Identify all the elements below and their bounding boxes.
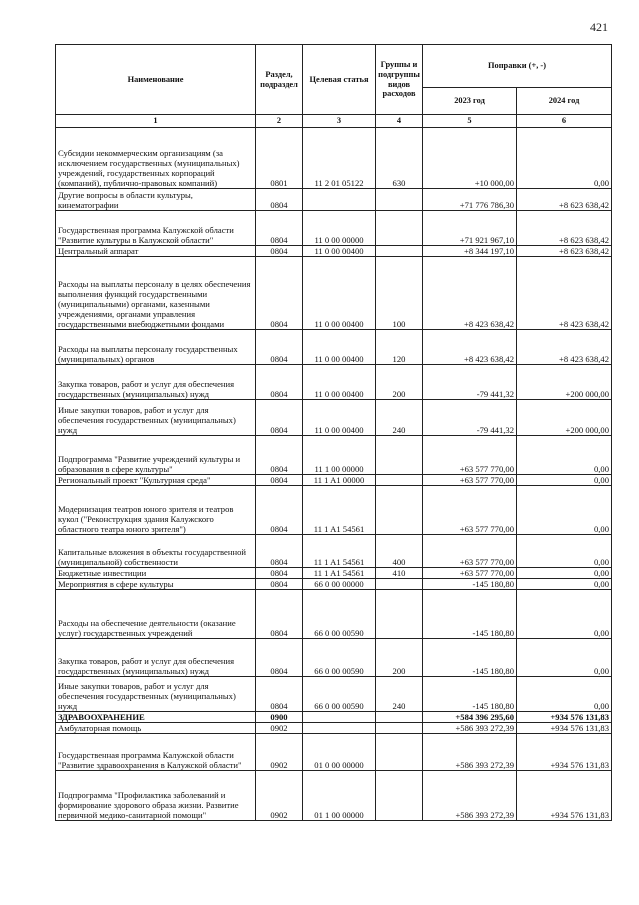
row-value-2024: +934 576 131,83 xyxy=(517,723,612,734)
table-row xyxy=(56,400,612,436)
row-group xyxy=(376,579,423,590)
row-target: 11 2 01 05122 xyxy=(303,128,376,189)
row-name: Иные закупки товаров, работ и услуг для обеспечения государственных (муниципальных) нужд xyxy=(56,677,256,712)
table-row xyxy=(56,734,612,771)
row-target: 11 0 00 00000 xyxy=(303,211,376,246)
row-value-2023: +63 577 770,00 xyxy=(423,535,517,568)
row-value-2023: +63 577 770,00 xyxy=(423,568,517,579)
row-name: Региональный проект "Культурная среда" xyxy=(56,475,256,486)
table-row xyxy=(56,436,612,475)
row-value-2023: +10 000,00 xyxy=(423,128,517,189)
header-groups: Группы и подгруппы видов расходов xyxy=(376,45,423,115)
row-group xyxy=(376,723,423,734)
row-target: 11 0 00 00400 xyxy=(303,365,376,400)
header-section: Раздел, подраздел xyxy=(256,45,303,115)
row-value-2023: +63 577 770,00 xyxy=(423,486,517,535)
row-value-2023: +8 344 197,10 xyxy=(423,246,517,257)
row-name: Бюджетные инвестиции xyxy=(56,568,256,579)
table-row xyxy=(56,568,612,579)
row-value-2023: +584 396 295,60 xyxy=(423,712,517,723)
row-name: Закупка товаров, работ и услуг для обеспечения государственных (муниципальных) нужд xyxy=(56,639,256,677)
row-group: 240 xyxy=(376,400,423,436)
row-name: Центральный аппарат xyxy=(56,246,256,257)
table-row xyxy=(56,486,612,535)
row-value-2024: +8 623 638,42 xyxy=(517,246,612,257)
row-name: ЗДРАВООХРАНЕНИЕ xyxy=(56,712,256,723)
row-value-2023: -79 441,32 xyxy=(423,365,517,400)
row-value-2024: 0,00 xyxy=(517,677,612,712)
row-value-2023: +8 423 638,42 xyxy=(423,257,517,330)
row-group xyxy=(376,246,423,257)
row-section: 0804 xyxy=(256,189,303,211)
row-value-2023: -145 180,80 xyxy=(423,579,517,590)
row-section: 0804 xyxy=(256,677,303,712)
row-section: 0900 xyxy=(256,712,303,723)
row-value-2024: +934 576 131,83 xyxy=(517,734,612,771)
page-number: 421 xyxy=(590,20,608,34)
row-group: 400 xyxy=(376,535,423,568)
table-row xyxy=(56,677,612,712)
row-value-2024: 0,00 xyxy=(517,475,612,486)
row-name: Амбулаторная помощь xyxy=(56,723,256,734)
row-section: 0804 xyxy=(256,365,303,400)
table-row xyxy=(56,257,612,330)
row-group xyxy=(376,486,423,535)
row-value-2024: 0,00 xyxy=(517,590,612,639)
table-row xyxy=(56,189,612,211)
table-row xyxy=(56,330,612,365)
row-section: 0804 xyxy=(256,436,303,475)
row-value-2023: +8 423 638,42 xyxy=(423,330,517,365)
row-group xyxy=(376,211,423,246)
row-section: 0804 xyxy=(256,211,303,246)
row-name: Подпрограмма "Профилактика заболеваний и формирование здорового образа жизни. Развитие первичной медико-санитарной помощи" xyxy=(56,771,256,821)
row-section: 0804 xyxy=(256,486,303,535)
table-row xyxy=(56,590,612,639)
budget-amendments-table xyxy=(55,44,612,821)
table-row xyxy=(56,365,612,400)
row-group: 410 xyxy=(376,568,423,579)
table-row xyxy=(56,535,612,568)
row-target xyxy=(303,189,376,211)
row-group xyxy=(376,189,423,211)
row-name: Подпрограмма "Развитие учреждений культуры и образования в сфере культуры" xyxy=(56,436,256,475)
row-value-2023: +71 776 786,30 xyxy=(423,189,517,211)
row-target: 11 0 00 00400 xyxy=(303,246,376,257)
row-group: 120 xyxy=(376,330,423,365)
header-target: Целевая статья xyxy=(303,45,376,115)
table-row xyxy=(56,723,612,734)
row-section: 0804 xyxy=(256,639,303,677)
row-group: 240 xyxy=(376,677,423,712)
row-target: 01 1 00 00000 xyxy=(303,771,376,821)
table-body xyxy=(56,128,612,821)
row-value-2024: 0,00 xyxy=(517,128,612,189)
row-group: 630 xyxy=(376,128,423,189)
row-name: Расходы на обеспечение деятельности (оказание услуг) государственных учреждений xyxy=(56,590,256,639)
row-name: Иные закупки товаров, работ и услуг для обеспечения государственных (муниципальных) нужд xyxy=(56,400,256,436)
row-group xyxy=(376,475,423,486)
row-name: Модернизация театров юного зрителя и театров кукол ("Реконструкция здания Калужского областного театра юного зрителя") xyxy=(56,486,256,535)
row-value-2023: +63 577 770,00 xyxy=(423,436,517,475)
row-target: 11 1 A1 54561 xyxy=(303,486,376,535)
row-value-2024: +934 576 131,83 xyxy=(517,771,612,821)
row-name: Мероприятия в сфере культуры xyxy=(56,579,256,590)
row-target: 11 0 00 00400 xyxy=(303,400,376,436)
row-target: 01 0 00 00000 xyxy=(303,734,376,771)
table-header xyxy=(56,45,612,128)
row-target: 66 0 00 00590 xyxy=(303,590,376,639)
header-year-2024: 2024 год xyxy=(517,88,612,115)
row-value-2024: 0,00 xyxy=(517,639,612,677)
row-name: Капитальные вложения в объекты государственной (муниципальной) собственности xyxy=(56,535,256,568)
row-section: 0804 xyxy=(256,579,303,590)
row-name: Другие вопросы в области культуры, кинематографии xyxy=(56,189,256,211)
row-target: 11 1 A1 00000 xyxy=(303,475,376,486)
column-number: 3 xyxy=(303,115,376,128)
column-numbers-row xyxy=(56,115,612,128)
table-row xyxy=(56,246,612,257)
row-section: 0801 xyxy=(256,128,303,189)
row-target: 11 1 A1 54561 xyxy=(303,535,376,568)
row-section: 0902 xyxy=(256,734,303,771)
row-group xyxy=(376,734,423,771)
row-section: 0902 xyxy=(256,723,303,734)
row-group xyxy=(376,712,423,723)
row-name: Субсидии некоммерческим организациям (за исключением государственных (муниципальных) учреждений, государственных корпораций (компаний), публично-правовых компаний) xyxy=(56,128,256,189)
row-section: 0804 xyxy=(256,535,303,568)
row-name: Расходы на выплаты персоналу в целях обеспечения выполнения функций государственными (муниципальными) органами, казенными учреждениями, органами управления государственными внебюджетными фондами xyxy=(56,257,256,330)
row-target xyxy=(303,723,376,734)
row-section: 0804 xyxy=(256,475,303,486)
row-value-2024: +934 576 131,83 xyxy=(517,712,612,723)
row-group: 200 xyxy=(376,365,423,400)
row-value-2024: +8 623 638,42 xyxy=(517,189,612,211)
table-row xyxy=(56,475,612,486)
row-target: 66 0 00 00590 xyxy=(303,639,376,677)
table-row xyxy=(56,579,612,590)
table-row xyxy=(56,128,612,189)
column-number: 6 xyxy=(517,115,612,128)
row-group: 100 xyxy=(376,257,423,330)
row-value-2024: 0,00 xyxy=(517,486,612,535)
row-value-2023: +586 393 272,39 xyxy=(423,723,517,734)
table-row xyxy=(56,639,612,677)
row-value-2023: -79 441,32 xyxy=(423,400,517,436)
row-value-2023: +71 921 967,10 xyxy=(423,211,517,246)
row-value-2024: +8 423 638,42 xyxy=(517,330,612,365)
row-name: Государственная программа Калужской области "Развитие здравоохранения в Калужской области" xyxy=(56,734,256,771)
table-row xyxy=(56,712,612,723)
header-name: Наименование xyxy=(56,45,256,115)
row-target: 11 0 00 00400 xyxy=(303,330,376,365)
row-name: Государственная программа Калужской области "Развитие культуры в Калужской области" xyxy=(56,211,256,246)
header-amendments: Поправки (+, -) xyxy=(423,45,612,88)
row-value-2024: +200 000,00 xyxy=(517,400,612,436)
column-number: 2 xyxy=(256,115,303,128)
row-value-2024: +200 000,00 xyxy=(517,365,612,400)
row-section: 0804 xyxy=(256,330,303,365)
row-value-2023: -145 180,80 xyxy=(423,677,517,712)
header-year-2023: 2023 год xyxy=(423,88,517,115)
row-group xyxy=(376,436,423,475)
row-section: 0804 xyxy=(256,257,303,330)
row-value-2023: -145 180,80 xyxy=(423,639,517,677)
column-number: 5 xyxy=(423,115,517,128)
row-value-2024: 0,00 xyxy=(517,535,612,568)
row-target xyxy=(303,712,376,723)
row-section: 0804 xyxy=(256,568,303,579)
row-group xyxy=(376,771,423,821)
row-name: Расходы на выплаты персоналу государственных (муниципальных) органов xyxy=(56,330,256,365)
row-value-2023: -145 180,80 xyxy=(423,590,517,639)
row-name: Закупка товаров, работ и услуг для обеспечения государственных (муниципальных) нужд xyxy=(56,365,256,400)
row-group xyxy=(376,590,423,639)
row-target: 11 1 A1 54561 xyxy=(303,568,376,579)
row-section: 0804 xyxy=(256,590,303,639)
row-value-2024: 0,00 xyxy=(517,579,612,590)
row-target: 66 0 00 00590 xyxy=(303,677,376,712)
row-value-2023: +586 393 272,39 xyxy=(423,771,517,821)
row-target: 11 1 00 00000 xyxy=(303,436,376,475)
row-section: 0804 xyxy=(256,246,303,257)
row-target: 66 0 00 00000 xyxy=(303,579,376,590)
row-value-2024: 0,00 xyxy=(517,568,612,579)
row-group: 200 xyxy=(376,639,423,677)
row-section: 0804 xyxy=(256,400,303,436)
row-value-2024: 0,00 xyxy=(517,436,612,475)
row-value-2024: +8 623 638,42 xyxy=(517,211,612,246)
table-row xyxy=(56,211,612,246)
column-number: 4 xyxy=(376,115,423,128)
row-value-2023: +63 577 770,00 xyxy=(423,475,517,486)
row-value-2024: +8 423 638,42 xyxy=(517,257,612,330)
row-value-2023: +586 393 272,39 xyxy=(423,734,517,771)
row-target: 11 0 00 00400 xyxy=(303,257,376,330)
table-row xyxy=(56,771,612,821)
column-number: 1 xyxy=(56,115,256,128)
row-section: 0902 xyxy=(256,771,303,821)
